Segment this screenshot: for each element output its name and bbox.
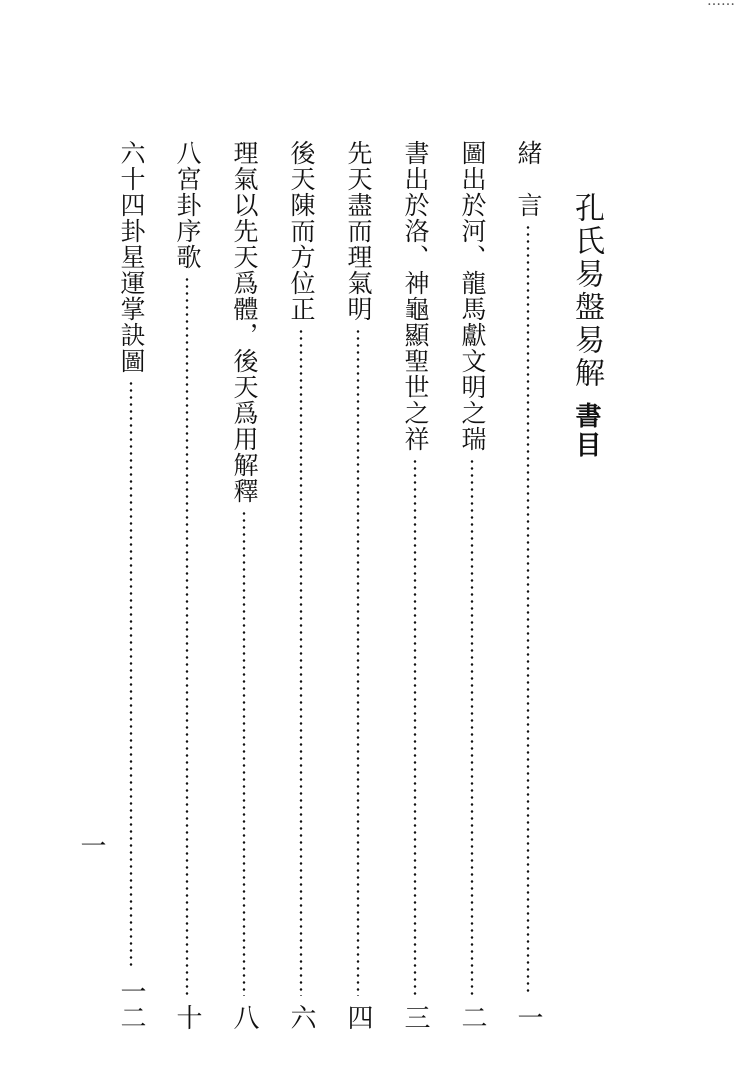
toc-entry-page: 四 <box>343 1004 373 1030</box>
toc-entry-5[interactable] <box>284 140 318 1030</box>
toc-entry-label: 圖出於河、龍馬獻文明之瑞 <box>458 140 487 452</box>
toc-entry-label: 六十四卦星運掌訣圖 <box>117 140 146 374</box>
book-title-main: 孔氏易盤易解 <box>569 192 604 390</box>
toc-leader-dots <box>470 458 474 996</box>
toc-leader-dots <box>299 328 303 996</box>
toc-entry-1[interactable] <box>511 140 545 1030</box>
toc-entry-page: 三 <box>400 1004 430 1030</box>
toc-entry-label: 緒 言 <box>514 140 543 218</box>
toc-entry-7[interactable] <box>170 140 204 1030</box>
toc-entry-8[interactable] <box>114 140 148 1030</box>
book-title-sub: 書目 <box>571 402 601 460</box>
toc-entry-label: 理氣以先天爲體，後天爲用解釋 <box>230 140 259 504</box>
book-title <box>566 192 606 460</box>
toc-entry-page: 一二 <box>116 978 146 1030</box>
toc-leader-dots <box>129 380 133 970</box>
toc-entry-page: 十 <box>172 1004 202 1030</box>
toc-leader-dots <box>185 276 189 996</box>
toc-entry-label: 後天陳而方位正 <box>287 140 316 322</box>
toc-entry-3[interactable] <box>398 140 432 1030</box>
toc-entry-label: 八宮卦序歌 <box>173 140 202 270</box>
toc-entry-label: 先天盡而理氣明 <box>344 140 373 322</box>
toc-entry-page: 八 <box>229 1004 259 1030</box>
toc-entry-page: 六 <box>286 1004 316 1030</box>
toc-leader-dots <box>413 458 417 996</box>
toc-entry-4[interactable] <box>341 140 375 1030</box>
toc-entry-page: 一 <box>513 1004 543 1030</box>
toc-entry-2[interactable] <box>455 140 489 1030</box>
toc-entry-6[interactable] <box>227 140 261 1030</box>
toc-entry-label: 書出於洛、神龜顯聖世之祥 <box>401 140 430 452</box>
page-folio: 一 <box>76 832 106 858</box>
toc-entry-page: 二 <box>457 1004 487 1030</box>
toc-leader-dots <box>356 328 360 996</box>
scan-edge-text: …… <box>707 0 735 9</box>
scan-edge-mark <box>615 0 735 10</box>
toc-leader-dots <box>242 510 246 996</box>
toc-leader-dots <box>526 224 530 996</box>
